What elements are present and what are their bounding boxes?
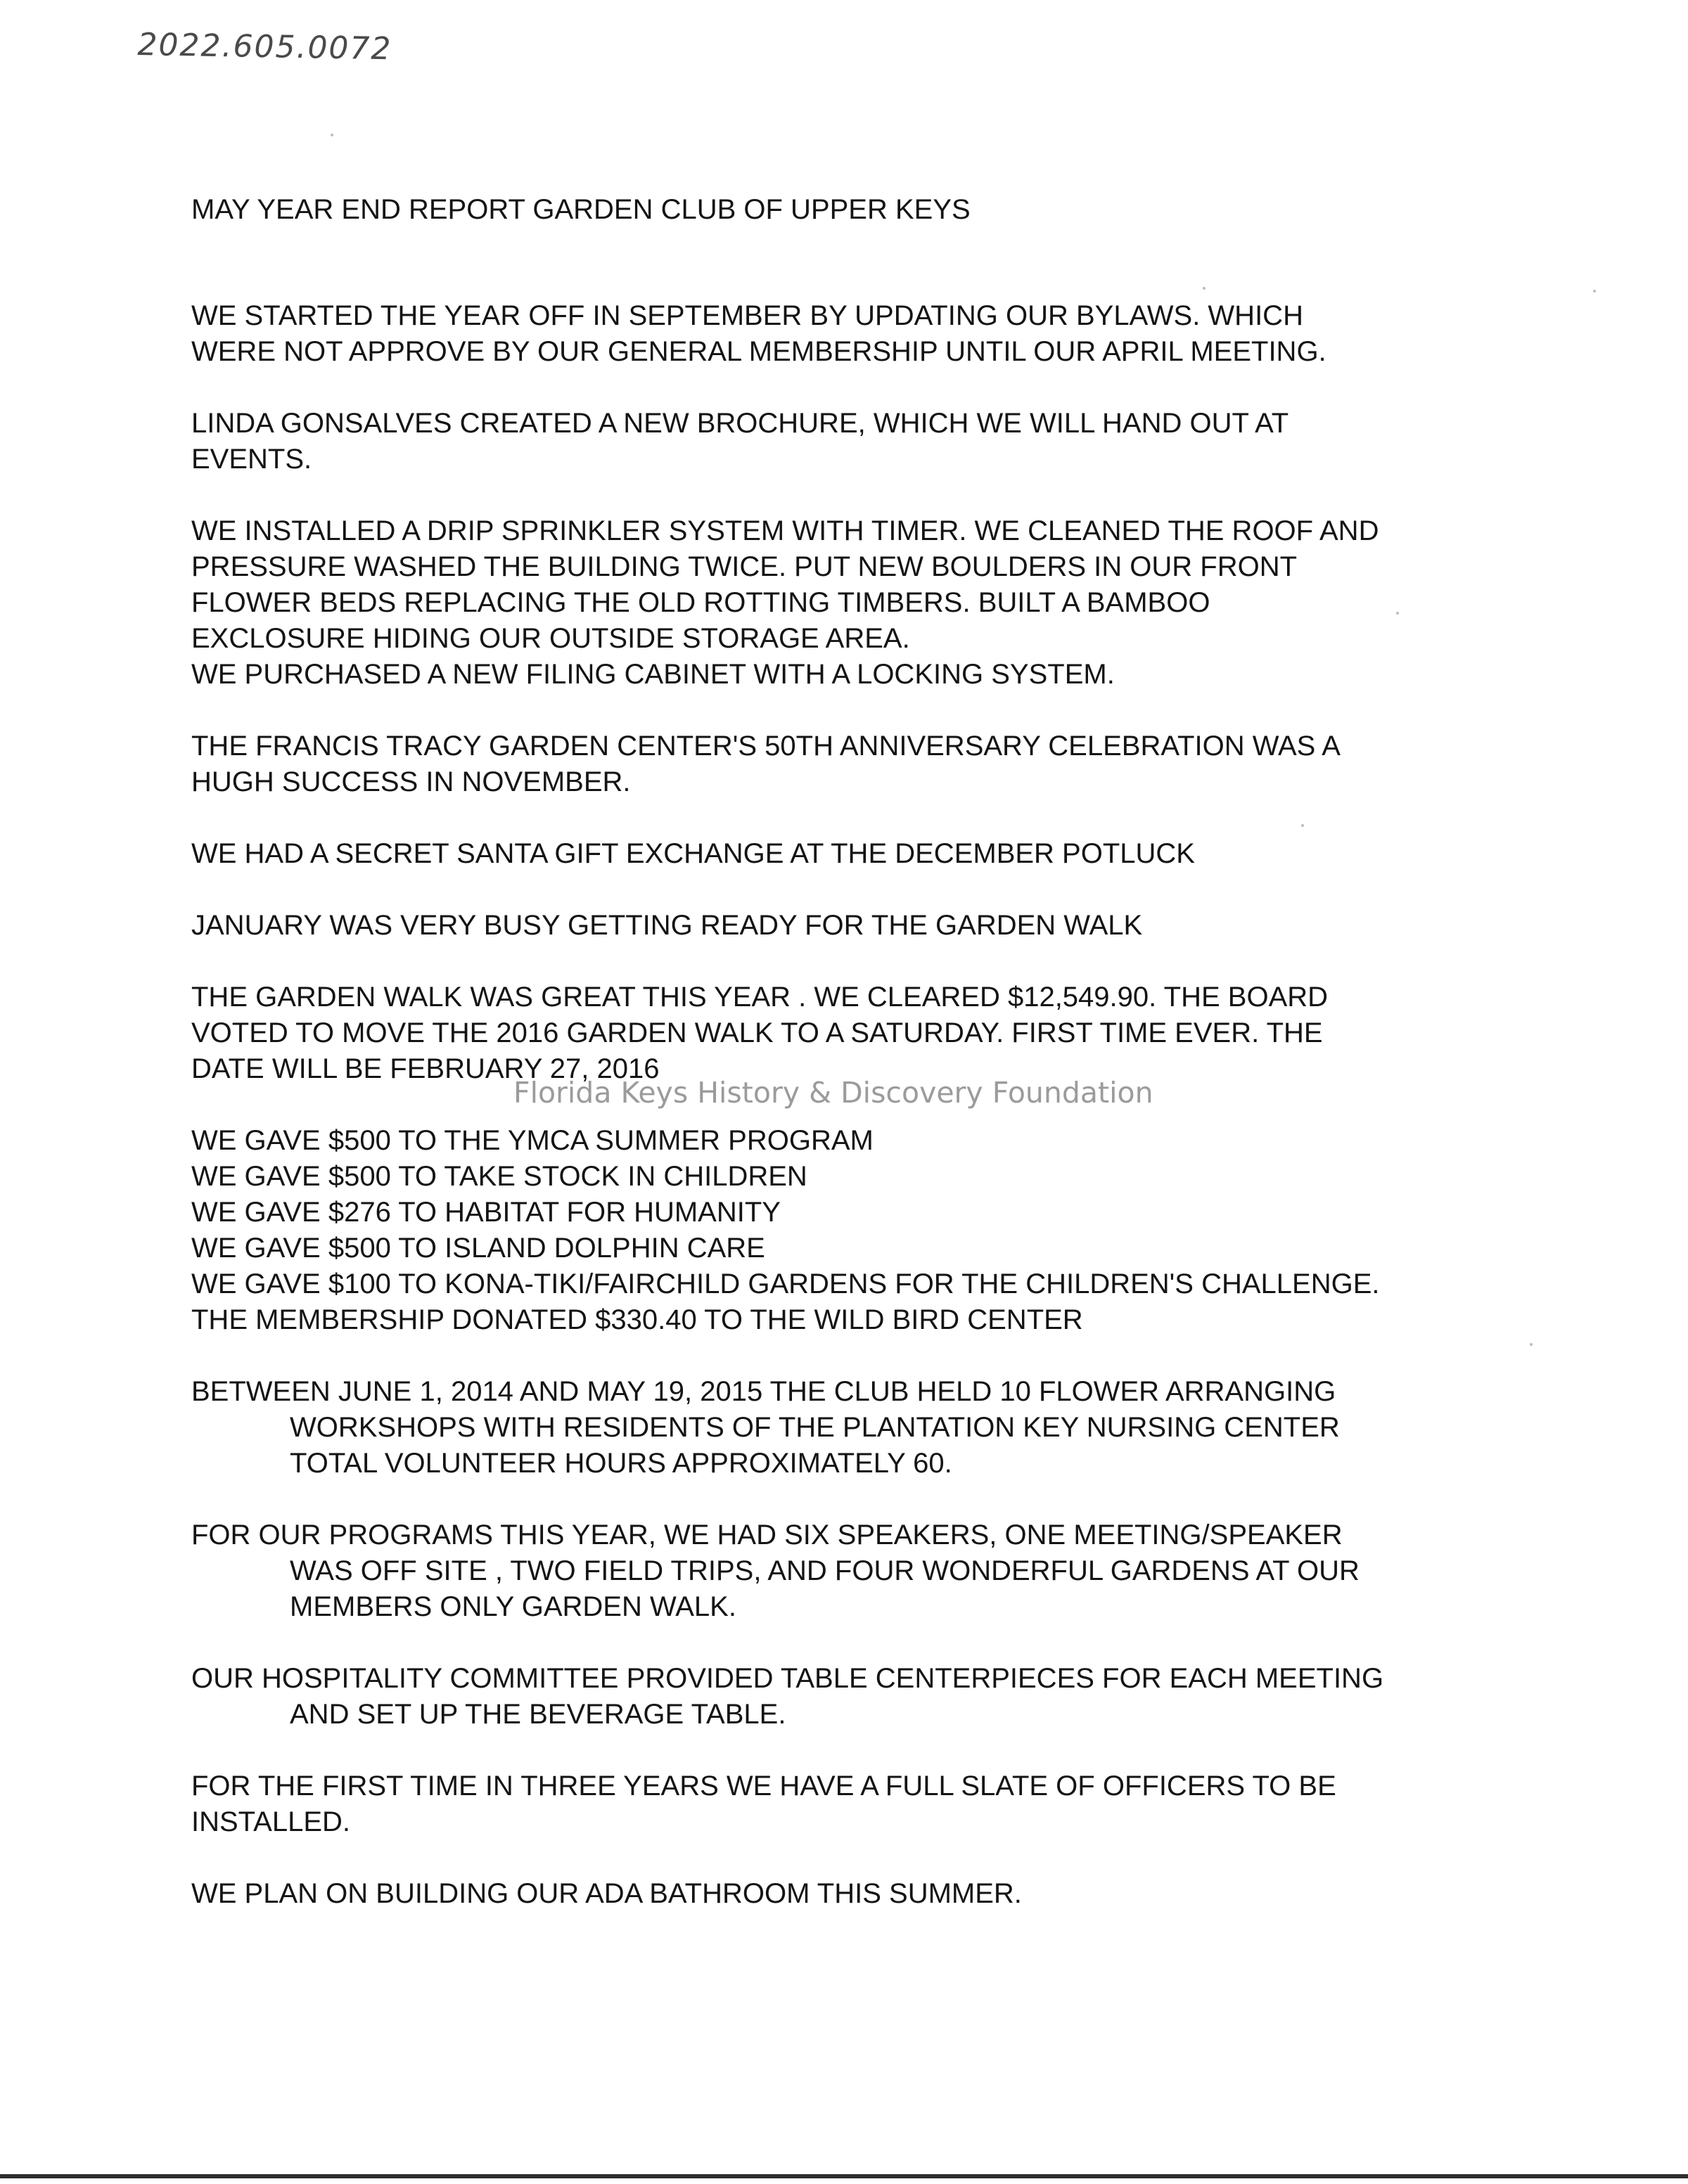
report-paragraph [191,298,1528,370]
report-line: WE GAVE $500 TO THE YMCA SUMMER PROGRAM [191,1125,874,1156]
report-line: VOTED TO MOVE THE 2016 GARDEN WALK TO A SATURDAY. FIRST TIME EVER. THE [191,1017,1323,1048]
report-line: WE GAVE $500 TO ISLAND DOLPHIN CARE [191,1233,765,1264]
report-line: EXCLOSURE HIDING OUR OUTSIDE STORAGE AREA. [191,623,910,654]
scan-speck [1396,612,1399,615]
scan-speck [1301,824,1304,827]
report-line: PRESSURE WASHED THE BUILDING TWICE. PUT NEW BOULDERS IN OUR FRONT [191,551,1298,582]
report-line: WE HAD A SECRET SANTA GIFT EXCHANGE AT THE DECEMBER POTLUCK [191,838,1195,869]
report-line: INSTALLED. [191,1806,350,1837]
report-line: WORKSHOPS WITH RESIDENTS OF THE PLANTATION KEY NURSING CENTER [290,1412,1340,1443]
report-paragraph [191,1876,1528,1912]
report-line: EVENTS. [191,444,312,475]
report-line: AND SET UP THE BEVERAGE TABLE. [290,1699,786,1730]
report-line: WAS OFF SITE , TWO FIELD TRIPS, AND FOUR WONDERFUL GARDENS AT OUR [290,1555,1360,1586]
report-body [191,298,1528,1948]
scan-speck [1530,1343,1533,1346]
report-line: FOR THE FIRST TIME IN THREE YEARS WE HAVE A FULL SLATE OF OFFICERS TO BE [191,1771,1336,1801]
report-line: WE PLAN ON BUILDING OUR ADA BATHROOM THIS SUMMER. [191,1878,1022,1909]
report-paragraph [191,1517,1528,1625]
report-line: THE MEMBERSHIP DONATED $330.40 TO THE WILD BIRD CENTER [191,1304,1083,1335]
report-paragraph [191,908,1528,944]
report-paragraph [191,406,1528,477]
report-paragraph [191,1768,1528,1840]
report-line: TOTAL VOLUNTEER HOURS APPROXIMATELY 60. [290,1448,952,1479]
report-paragraph [191,513,1528,693]
report-line: WE GAVE $100 TO KONA-TIKI/FAIRCHILD GARDENS FOR THE CHILDREN'S CHALLENGE. [191,1268,1380,1299]
report-paragraph [191,728,1528,800]
watermark: Florida Keys History & Discovery Foundation [513,1076,1153,1110]
report-line: BETWEEN JUNE 1, 2014 AND MAY 19, 2015 THE CLUB HELD 10 FLOWER ARRANGING [191,1376,1336,1407]
report-line: HUGH SUCCESS IN NOVEMBER. [191,766,631,797]
page-bottom-edge [0,2174,1688,2178]
report-line: WE PURCHASED A NEW FILING CABINET WITH A LOCKING SYSTEM. [191,659,1115,690]
report-line: WE STARTED THE YEAR OFF IN SEPTEMBER BY UPDATING OUR BYLAWS. WHICH [191,300,1303,331]
report-paragraph [191,836,1528,872]
scan-speck [1593,290,1596,293]
report-line: WE GAVE $276 TO HABITAT FOR HUMANITY [191,1197,781,1228]
handwritten-accession-number: 2022.605.0072 [137,27,392,68]
report-line: OUR HOSPITALITY COMMITTEE PROVIDED TABLE CENTERPIECES FOR EACH MEETING [191,1663,1384,1694]
report-line: WE INSTALLED A DRIP SPRINKLER SYSTEM WITH TIMER. WE CLEANED THE ROOF AND [191,515,1379,546]
report-line: WERE NOT APPROVE BY OUR GENERAL MEMBERSHIP UNTIL OUR APRIL MEETING. [191,336,1326,367]
report-line: THE GARDEN WALK WAS GREAT THIS YEAR . WE CLEARED $12,549.90. THE BOARD [191,982,1329,1013]
scan-speck [331,134,333,136]
report-paragraph [191,1661,1528,1733]
report-line: JANUARY WAS VERY BUSY GETTING READY FOR THE GARDEN WALK [191,910,1143,941]
report-line: WE GAVE $500 TO TAKE STOCK IN CHILDREN [191,1161,807,1192]
report-title: MAY YEAR END REPORT GARDEN CLUB OF UPPER KEYS [191,194,971,225]
report-line: LINDA GONSALVES CREATED A NEW BROCHURE, WHICH WE WILL HAND OUT AT [191,408,1289,439]
report-line: FOR OUR PROGRAMS THIS YEAR, WE HAD SIX SPEAKERS, ONE MEETING/SPEAKER [191,1520,1343,1550]
report-line: MEMBERS ONLY GARDEN WALK. [290,1591,736,1622]
report-paragraph [191,979,1528,1087]
report-line: FLOWER BEDS REPLACING THE OLD ROTTING TIMBERS. BUILT A BAMBOO [191,587,1210,618]
report-paragraph [191,1123,1528,1338]
report-paragraph [191,1374,1528,1482]
report-line: DATE WILL BE FEBRUARY 27, 2016 [191,1053,660,1084]
report-line: THE FRANCIS TRACY GARDEN CENTER'S 50TH ANNIVERSARY CELEBRATION WAS A [191,731,1341,762]
scan-speck [1203,287,1206,290]
